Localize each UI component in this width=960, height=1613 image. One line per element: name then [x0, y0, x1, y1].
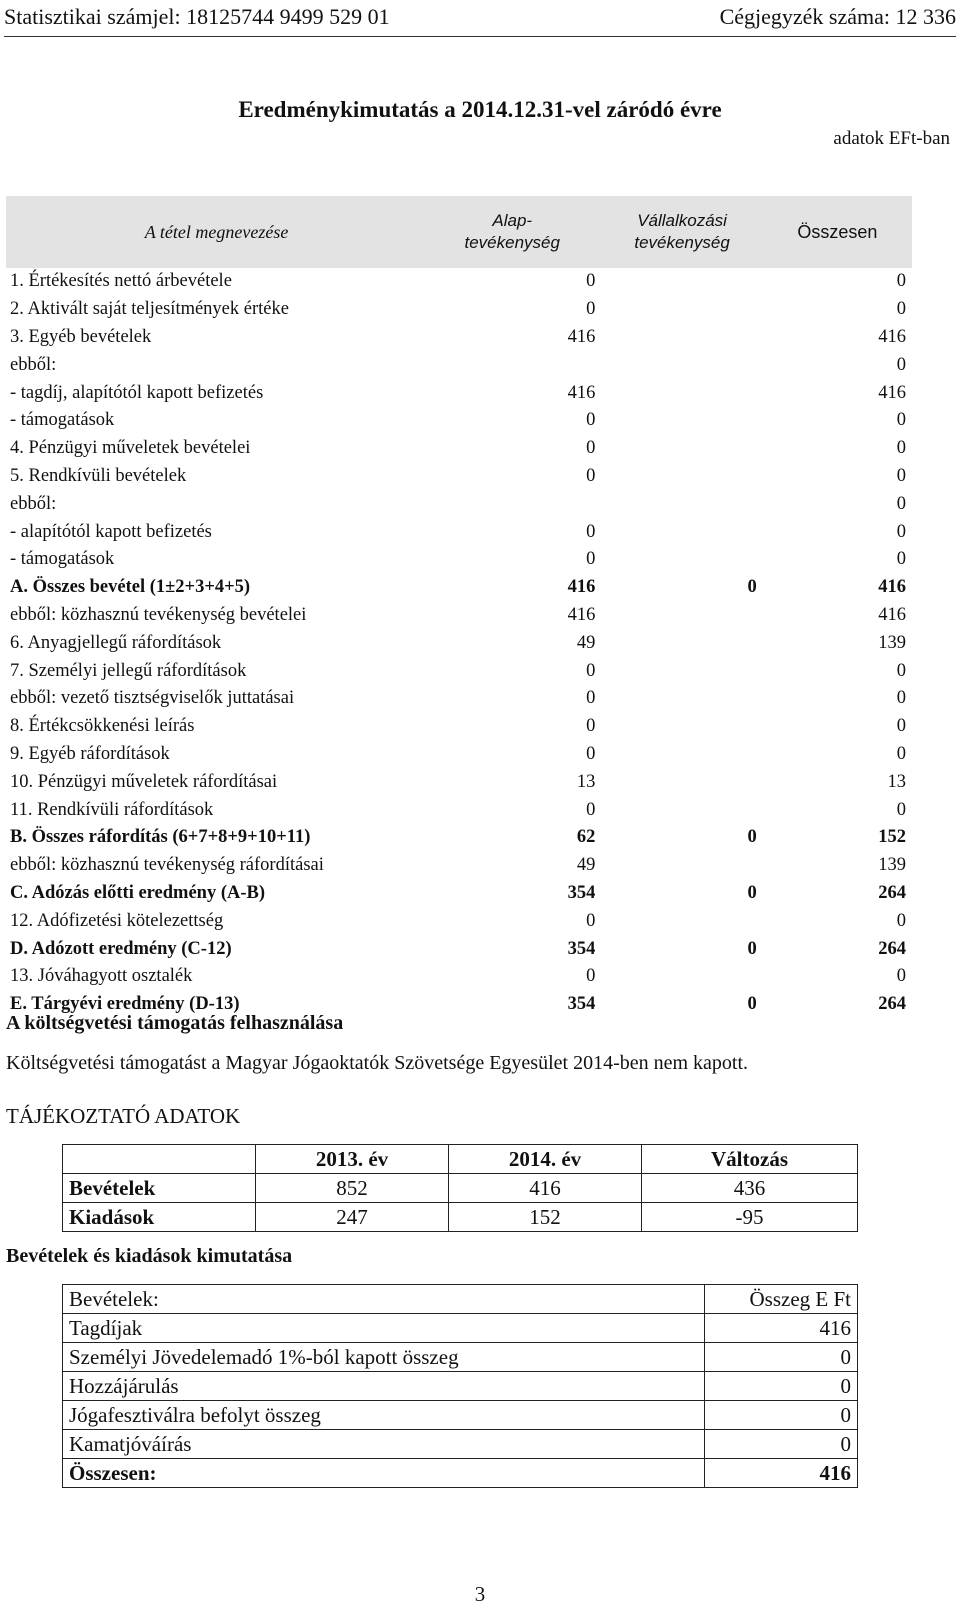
- cell-business-activity: [601, 463, 762, 491]
- income-statement-body: [6, 268, 912, 1019]
- cell-business-activity: [601, 963, 762, 991]
- cell-total: 264: [878, 938, 906, 959]
- cell-business-activity: [601, 296, 762, 324]
- cell-total: 0: [896, 521, 906, 542]
- table-row: [6, 435, 912, 463]
- header-base-activity: Alap- tevékenység: [423, 196, 601, 268]
- income-row: [63, 1343, 858, 1372]
- cell-base-activity: 0: [586, 716, 596, 737]
- cell-base-activity: 0: [586, 438, 596, 459]
- income-table: [62, 1284, 858, 1488]
- table-row: [6, 629, 912, 657]
- table-row: [6, 296, 912, 324]
- row-label: 2. Aktivált saját teljesítmények értéke: [10, 299, 289, 320]
- cell-base-activity: 0: [586, 966, 596, 987]
- row-label: 8. Értékcsökkenési leírás: [10, 716, 195, 737]
- cell-total: 0: [896, 910, 906, 931]
- row-label: 5. Rendkívüli bevételek: [10, 465, 187, 486]
- info-cell-change: 436: [642, 1174, 858, 1203]
- cell-business-activity: [601, 324, 762, 352]
- info-header-change: Változás: [642, 1145, 858, 1174]
- cell-business-activity: [601, 852, 762, 880]
- cell-total: 0: [896, 799, 906, 820]
- row-label: 4. Pénzügyi műveletek bevételei: [10, 438, 251, 459]
- income-header-row: [63, 1285, 858, 1314]
- cell-base-activity: 0: [586, 549, 596, 570]
- cell-base-activity: 416: [567, 577, 596, 598]
- row-label: E. Tárgyévi eredmény (D-13): [10, 994, 240, 1015]
- table-row: [6, 602, 912, 630]
- cell-business-activity: [601, 796, 762, 824]
- info-cell-2013: 852: [256, 1174, 449, 1203]
- cell-business-activity: [601, 629, 762, 657]
- income-row-value: 0: [705, 1343, 858, 1372]
- table-row: [6, 824, 912, 852]
- income-row-value: 0: [705, 1372, 858, 1401]
- header-total: Összesen: [763, 196, 912, 268]
- cell-business-activity: [601, 518, 762, 546]
- cell-total: 0: [896, 493, 906, 514]
- table-row: [6, 379, 912, 407]
- row-label: ebből: vezető tisztségviselők juttatásai: [10, 688, 295, 709]
- table-row: [6, 852, 912, 880]
- row-label: 13. Jóváhagyott osztalék: [10, 966, 193, 987]
- row-label: 10. Pénzügyi műveletek ráfordításai: [10, 771, 278, 792]
- cell-base-activity: 0: [586, 521, 596, 542]
- cell-total: 0: [896, 660, 906, 681]
- page-header: [4, 2, 956, 32]
- table-row: [6, 685, 912, 713]
- cell-base-activity: 354: [567, 938, 596, 959]
- income-title: Bevételek és kiadások kimutatása: [6, 1245, 293, 1267]
- cell-business-activity: 0: [747, 827, 757, 848]
- cell-total: 0: [896, 549, 906, 570]
- cell-total: 0: [896, 410, 906, 431]
- table-row: [6, 963, 912, 991]
- info-header-row: [63, 1145, 858, 1174]
- cell-total: 264: [878, 994, 906, 1015]
- cell-total: 416: [878, 604, 906, 625]
- cell-base-activity: 0: [586, 910, 596, 931]
- income-row: [63, 1314, 858, 1343]
- cell-total: 0: [896, 743, 906, 764]
- row-label: C. Adózás előtti eredmény (A-B): [10, 882, 266, 903]
- row-label: A. Összes bevétel (1±2+3+4+5): [10, 577, 251, 598]
- cell-total: 0: [896, 438, 906, 459]
- income-row-value: 0: [705, 1401, 858, 1430]
- info-row-income: [63, 1174, 858, 1203]
- cell-base-activity: 13: [576, 771, 596, 792]
- row-label: D. Adózott eredmény (C-12): [10, 938, 232, 959]
- registry-number: Cégjegyzék száma: 12 336: [719, 4, 956, 29]
- cell-total: 0: [896, 716, 906, 737]
- cell-business-activity: [601, 741, 762, 769]
- cell-base-activity: 0: [586, 299, 596, 320]
- info-cell-2014: 416: [449, 1174, 642, 1203]
- info-header-empty: [63, 1145, 256, 1174]
- info-cell-2014: 152: [449, 1203, 642, 1232]
- cell-base-activity: 49: [576, 632, 596, 653]
- income-total-row: [63, 1459, 858, 1488]
- subsidy-text: Költségvetési támogatást a Magyar Jógaoktatók Szövetsége Egyesület 2014-ben nem kapott.: [6, 1052, 749, 1074]
- cell-total: 0: [896, 966, 906, 987]
- cell-base-activity: [423, 490, 601, 518]
- row-label: - támogatások: [10, 410, 115, 431]
- row-label: ebből: közhasznú tevékenység ráfordításai: [10, 855, 324, 876]
- row-label: 11. Rendkívüli ráfordítások: [10, 799, 214, 820]
- cell-business-activity: [601, 268, 762, 296]
- info-cell-change: -95: [642, 1203, 858, 1232]
- row-label: B. Összes ráfordítás (6+7+8+9+10+11): [10, 827, 311, 848]
- cell-business-activity: [601, 657, 762, 685]
- table-row: [6, 713, 912, 741]
- table-row: [6, 574, 912, 602]
- cell-base-activity: 0: [586, 660, 596, 681]
- cell-business-activity: [601, 379, 762, 407]
- cell-business-activity: 0: [747, 994, 757, 1015]
- cell-base-activity: 354: [567, 994, 596, 1015]
- cell-total: 139: [878, 855, 906, 876]
- cell-business-activity: 0: [747, 577, 757, 598]
- income-row-label: Tagdíjak: [63, 1314, 705, 1343]
- table-row: [6, 768, 912, 796]
- cell-total: 416: [878, 382, 906, 403]
- table-row: [6, 880, 912, 908]
- income-row-value: 416: [705, 1314, 858, 1343]
- cell-base-activity: 0: [586, 271, 596, 292]
- row-label: 12. Adófizetési kötelezettség: [10, 910, 224, 931]
- cell-base-activity: 416: [567, 382, 596, 403]
- cell-total: 416: [878, 577, 906, 598]
- cell-base-activity: 0: [586, 799, 596, 820]
- income-row: [63, 1430, 858, 1459]
- subsidy-title: A költségvetési támogatás felhasználása: [6, 1012, 344, 1034]
- table-row: [6, 490, 912, 518]
- table-row: [6, 546, 912, 574]
- income-statement-table: [6, 196, 912, 1019]
- cell-business-activity: 0: [747, 882, 757, 903]
- income-row-label: Jógafesztiválra befolyt összeg: [63, 1401, 705, 1430]
- cell-base-activity: 0: [586, 688, 596, 709]
- row-label: 9. Egyéb ráfordítások: [10, 743, 170, 764]
- cell-total: 0: [896, 465, 906, 486]
- document-title: Eredménykimutatás a 2014.12.31-vel záródó évre: [238, 97, 722, 122]
- table-row: [6, 741, 912, 769]
- row-label: - alapítótól kapott befizetés: [10, 521, 212, 542]
- info-table: [62, 1144, 858, 1232]
- table-row: [6, 796, 912, 824]
- info-row-label: Bevételek: [63, 1174, 256, 1203]
- cell-business-activity: [601, 768, 762, 796]
- header-item-name: A tétel megnevezése: [6, 196, 423, 268]
- row-label: 6. Anyagjellegű ráfordítások: [10, 632, 222, 653]
- income-row-label: Személyi Jövedelemadó 1%-ból kapott összeg: [63, 1343, 705, 1372]
- cell-total: 0: [896, 299, 906, 320]
- cell-business-activity: 0: [747, 938, 757, 959]
- table-row: [6, 657, 912, 685]
- cell-total: 264: [878, 882, 906, 903]
- income-row-label: Hozzájárulás: [63, 1372, 705, 1401]
- cell-business-activity: [601, 407, 762, 435]
- cell-business-activity: [601, 351, 762, 379]
- cell-total: 0: [896, 688, 906, 709]
- cell-business-activity: [601, 713, 762, 741]
- cell-business-activity: [601, 435, 762, 463]
- row-label: - tagdíj, alapítótól kapott befizetés: [10, 382, 264, 403]
- table-row: [6, 518, 912, 546]
- page-number: 3: [474, 1582, 486, 1606]
- row-label: ebből: közhasznú tevékenység bevételei: [10, 604, 307, 625]
- income-row-value: 0: [705, 1430, 858, 1459]
- cell-business-activity: [601, 546, 762, 574]
- income-row-label: Kamatjóváírás: [63, 1430, 705, 1459]
- row-label: ebből:: [10, 493, 57, 514]
- row-label: - támogatások: [10, 549, 115, 570]
- income-row: [63, 1372, 858, 1401]
- income-row: [63, 1401, 858, 1430]
- row-label: ebből:: [10, 354, 57, 375]
- cell-base-activity: 0: [586, 743, 596, 764]
- cell-base-activity: 416: [567, 326, 596, 347]
- cell-total: 13: [887, 771, 906, 792]
- cell-base-activity: [423, 351, 601, 379]
- cell-business-activity: [601, 907, 762, 935]
- table-row: [6, 907, 912, 935]
- table-row: [6, 351, 912, 379]
- income-total-label: Összesen:: [63, 1459, 705, 1488]
- cell-business-activity: [601, 685, 762, 713]
- cell-base-activity: 416: [567, 604, 596, 625]
- table-row: [6, 407, 912, 435]
- unit-note: adatok EFt-ban: [833, 128, 950, 149]
- income-total-value: 416: [705, 1459, 858, 1488]
- cell-base-activity: 0: [586, 465, 596, 486]
- table-header-row: [6, 196, 912, 268]
- cell-base-activity: 0: [586, 410, 596, 431]
- table-row: [6, 935, 912, 963]
- row-label: 1. Értékesítés nettó árbevétele: [10, 271, 232, 292]
- info-row-label: Kiadások: [63, 1203, 256, 1232]
- table-row: [6, 268, 912, 296]
- income-header-label: Bevételek:: [63, 1285, 705, 1314]
- cell-total: 416: [878, 326, 906, 347]
- cell-base-activity: 354: [567, 882, 596, 903]
- info-header-2013: 2013. év: [256, 1145, 449, 1174]
- statistical-number: Statisztikai számjel: 18125744 9499 529 01: [4, 4, 390, 29]
- row-label: 3. Egyéb bevételek: [10, 326, 152, 347]
- cell-base-activity: 49: [576, 855, 596, 876]
- cell-total: 0: [896, 271, 906, 292]
- table-row: [6, 463, 912, 491]
- cell-total: 152: [878, 827, 906, 848]
- header-divider: [4, 36, 956, 37]
- table-row: [6, 324, 912, 352]
- row-label: 7. Személyi jellegű ráfordítások: [10, 660, 247, 681]
- cell-total: 0: [896, 354, 906, 375]
- cell-business-activity: [601, 490, 762, 518]
- info-header-2014: 2014. év: [449, 1145, 642, 1174]
- cell-total: 139: [878, 632, 906, 653]
- cell-base-activity: 62: [576, 827, 596, 848]
- cell-business-activity: [601, 602, 762, 630]
- header-business-activity: Vállalkozási tevékenység: [601, 196, 762, 268]
- info-title: TÁJÉKOZTATÓ ADATOK: [6, 1104, 241, 1128]
- info-cell-2013: 247: [256, 1203, 449, 1232]
- info-row-expenses: [63, 1203, 858, 1232]
- income-header-value: Összeg E Ft: [705, 1285, 858, 1314]
